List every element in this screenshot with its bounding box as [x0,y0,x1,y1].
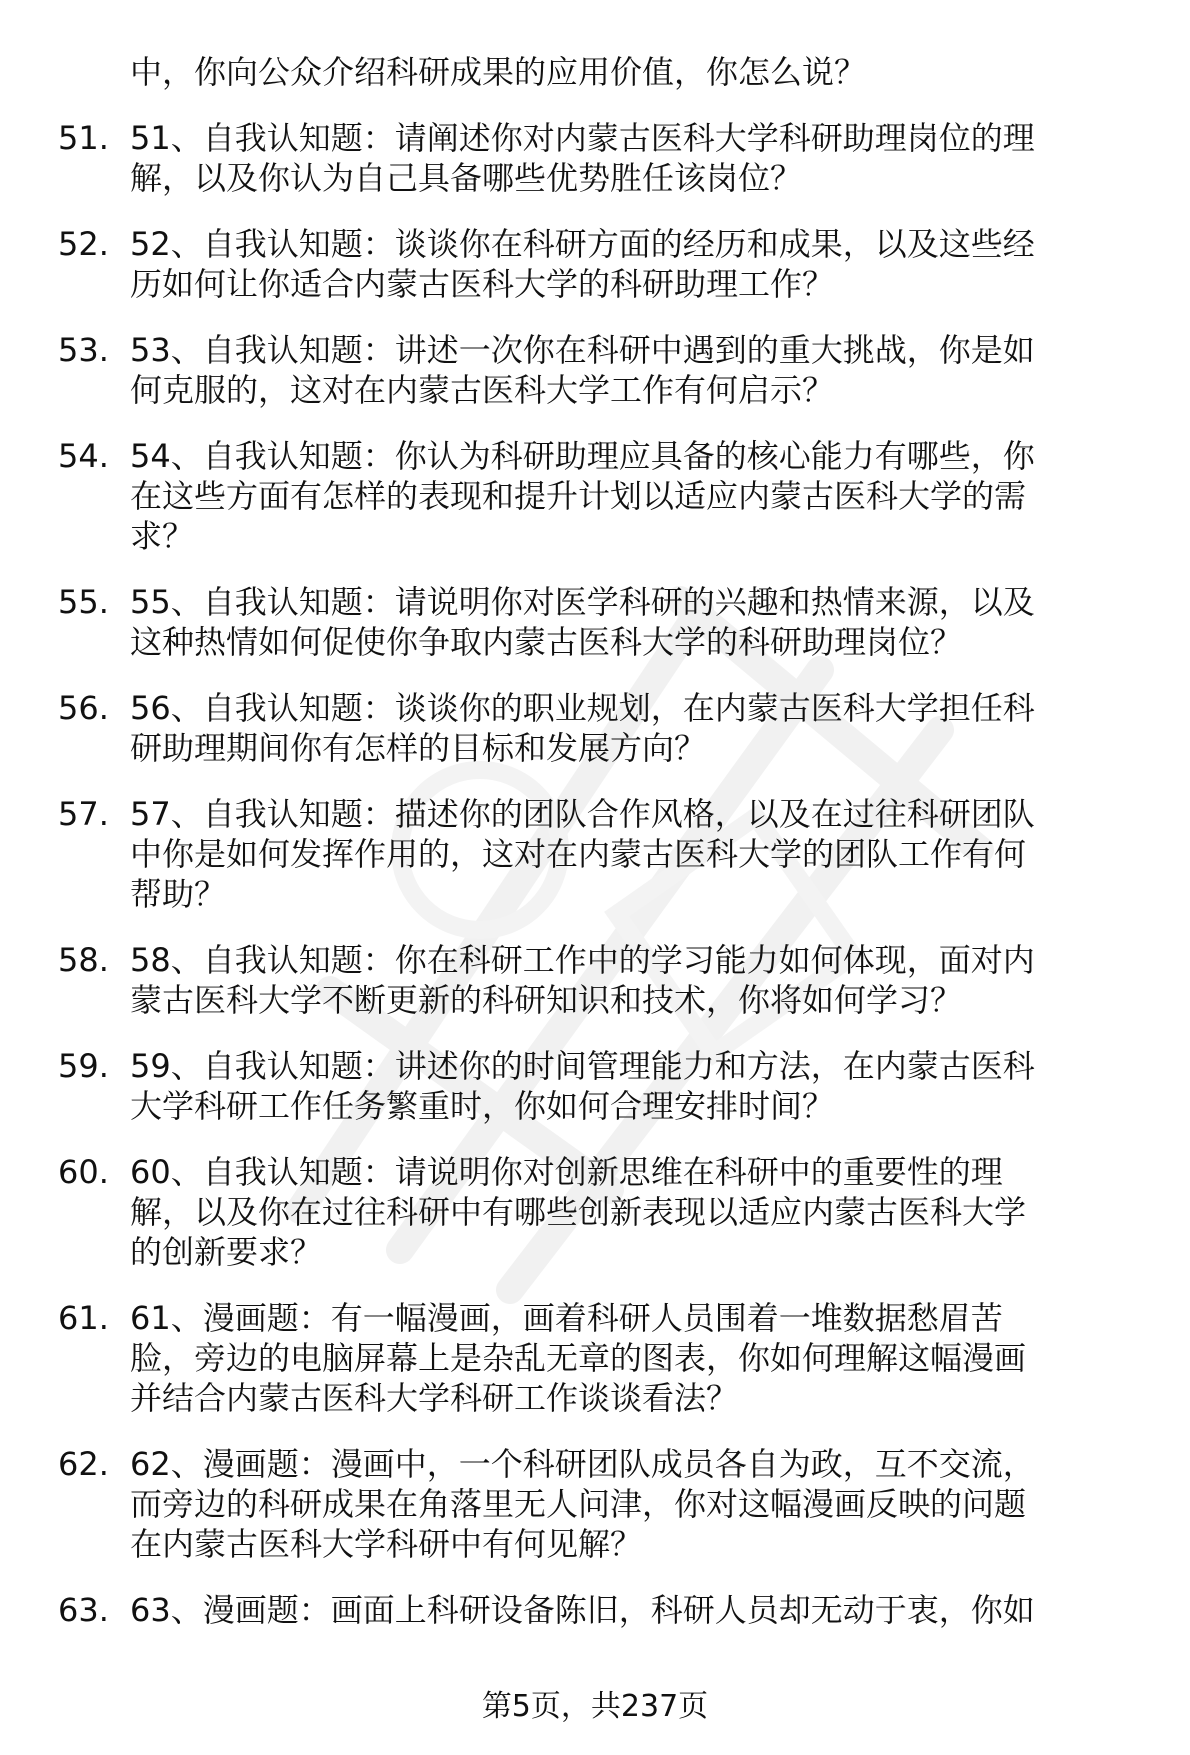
question-item [58,794,1148,914]
question-number: 63. [58,1591,109,1629]
question-text-line: 何克服的，这对在内蒙古医科大学工作有何启示？ [130,371,835,409]
question-number: 52. [58,225,109,263]
question-text-line: 62、漫画题：漫画中，一个科研团队成员各自为政，互不交流， [130,1445,1035,1483]
question-text-line: 63、漫画题：画面上科研设备陈旧，科研人员却无动于衷，你如 [130,1591,1035,1629]
question-text-line: 解，以及你认为自己具备哪些优势胜任该岗位？ [130,159,803,197]
question-text-line: 在这些方面有怎样的表现和提升计划以适应内蒙古医科大学的需 [130,477,1027,515]
question-item [58,688,1148,768]
question-item [58,436,1148,556]
question-number: 59. [58,1047,109,1085]
question-text-line: 51、自我认知题：请阐述你对内蒙古医科大学科研助理岗位的理 [130,119,1035,157]
question-text-line: 61、漫画题：有一幅漫画，画着科研人员围着一堆数据愁眉苦 [130,1299,1003,1337]
question-number: 61. [58,1299,109,1337]
question-item [58,330,1148,410]
question-text-line: 并结合内蒙古医科大学科研工作谈谈看法？ [130,1379,739,1417]
question-item [58,1152,1148,1272]
question-text-line: 53、自我认知题：讲述一次你在科研中遇到的重大挑战，你是如 [130,331,1035,369]
question-text [130,794,1190,914]
question-text [130,940,1190,1020]
question-text-line: 57、自我认知题：描述你的团队合作风格，以及在过往科研团队 [130,795,1035,833]
question-text [130,582,1190,662]
question-text [130,436,1190,556]
question-text-line: 脸，旁边的电脑屏幕上是杂乱无章的图表，你如何理解这幅漫画 [130,1339,1027,1377]
question-text [130,224,1190,304]
question-item [58,1444,1148,1564]
question-text-line: 54、自我认知题：你认为科研助理应具备的核心能力有哪些，你 [130,437,1035,475]
page-footer: 第5页，共237页 [481,1689,709,1724]
question-item [58,224,1148,304]
question-text-line: 的创新要求？ [130,1233,323,1271]
question-text [130,1298,1190,1418]
question-text-line: 历如何让你适合内蒙古医科大学的科研助理工作？ [130,265,835,303]
question-item [58,1046,1148,1126]
question-number: 58. [58,941,109,979]
question-number: 56. [58,689,109,727]
question-number: 60. [58,1153,109,1191]
question-item [58,940,1148,1020]
question-text-line: 解，以及你在过往科研中有哪些创新表现以适应内蒙古医科大学 [130,1193,1027,1231]
question-text-line: 59、自我认知题：讲述你的时间管理能力和方法，在内蒙古医科 [130,1047,1035,1085]
question-text [130,1152,1190,1272]
question-text [130,330,1190,410]
question-item [58,118,1148,198]
question-text-line: 求？ [130,517,195,555]
question-list-section [58,52,1148,1656]
question-text [130,688,1190,768]
question-text-line: 蒙古医科大学不断更新的科研知识和技术，你将如何学习？ [130,981,963,1019]
question-text-line: 大学科研工作任务繁重时，你如何合理安排时间？ [130,1087,835,1125]
question-list [58,118,1148,1630]
continued-question-text: 中，你向公众介绍科研成果的应用价值，你怎么说？ [130,53,867,91]
question-number: 53. [58,331,109,369]
question-text [130,1046,1190,1126]
question-item [58,1298,1148,1418]
question-text-line: 在内蒙古医科大学科研中有何见解？ [130,1525,643,1563]
question-text [130,118,1190,198]
question-number: 55. [58,583,109,621]
question-number: 54. [58,437,109,475]
question-number: 57. [58,795,109,833]
question-text-line: 这种热情如何促使你争取内蒙古医科大学的科研助理岗位？ [130,623,963,661]
question-text-line: 52、自我认知题：谈谈你在科研方面的经历和成果，以及这些经 [130,225,1035,263]
question-item [58,582,1148,662]
question-text-line: 58、自我认知题：你在科研工作中的学习能力如何体现，面对内 [130,941,1035,979]
question-number: 62. [58,1445,109,1483]
question-text-line: 中你是如何发挥作用的，这对在内蒙古医科大学的团队工作有何 [130,835,1027,873]
question-text-line: 60、自我认知题：请说明你对创新思维在科研中的重要性的理 [130,1153,1003,1191]
question-text-line: 55、自我认知题：请说明你对医学科研的兴趣和热情来源，以及 [130,583,1035,621]
question-number: 51. [58,119,109,157]
question-text-line: 56、自我认知题：谈谈你的职业规划，在内蒙古医科大学担任科 [130,689,1035,727]
question-item [58,1590,1148,1630]
question-text [130,1444,1190,1564]
question-text-line: 研助理期间你有怎样的目标和发展方向？ [130,729,707,767]
question-text-line: 帮助？ [130,875,227,913]
question-text-line: 而旁边的科研成果在角落里无人问津，你对这幅漫画反映的问题 [130,1485,1027,1523]
question-text [130,1590,1190,1630]
